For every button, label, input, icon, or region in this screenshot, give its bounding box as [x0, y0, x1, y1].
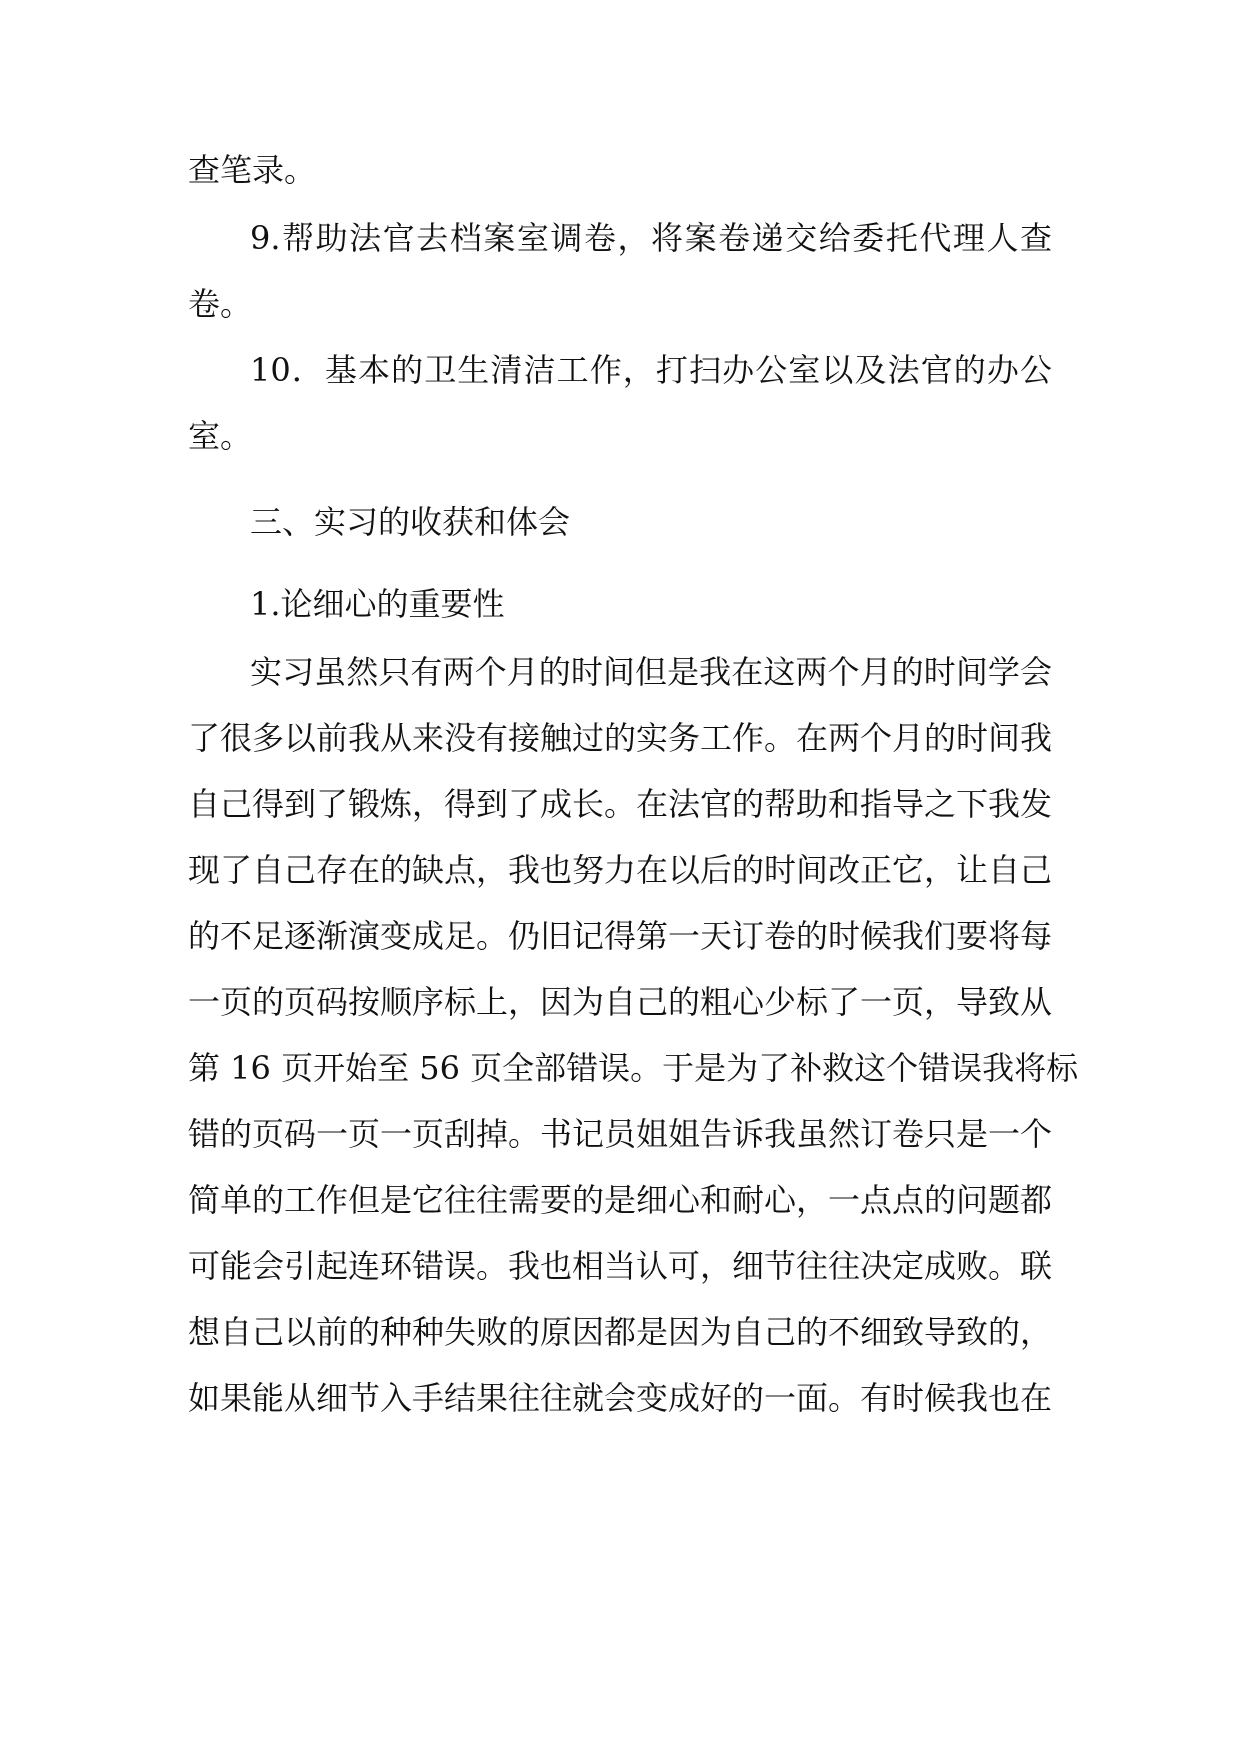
text-line: 现了自己存在的缺点，我也努力在以后的时间改正它，让自己: [188, 851, 1053, 889]
text-line: 第 16 页开始至 56 页全部错误。于是为了补救这个错误我将标: [188, 1049, 1079, 1087]
text-line: 了很多以前我从来没有接触过的实务工作。在两个月的时间我: [188, 719, 1053, 757]
subsection-heading: 1.论细心的重要性: [250, 585, 505, 623]
text-line: 实习虽然只有两个月的时间但是我在这两个月的时间学会: [250, 653, 1052, 691]
text-line: 如果能从细节入手结果往往就会变成好的一面。有时候我也在: [188, 1379, 1053, 1417]
text-line: 卷。: [188, 285, 253, 323]
text-line: 简单的工作但是它往往需要的是细心和耐心，一点点的问题都: [188, 1181, 1053, 1219]
text-line: 自己得到了锻炼，得到了成长。在法官的帮助和指导之下我发: [188, 785, 1053, 823]
text-line: 9.帮助法官去档案室调卷，将案卷递交给委托代理人查: [250, 219, 1052, 257]
text-line: 的不足逐渐演变成足。仍旧记得第一天订卷的时候我们要将每: [188, 917, 1053, 955]
section-heading: 三、实习的收获和体会: [250, 503, 571, 541]
text-line: 查笔录。: [188, 151, 317, 189]
text-line: 一页的页码按顺序标上，因为自己的粗心少标了一页，导致从: [188, 983, 1053, 1021]
text-line: 室。: [188, 417, 253, 455]
text-line: 可能会引起连环错误。我也相当认可，细节往往决定成败。联: [188, 1247, 1053, 1285]
text-line: 想自己以前的种种失败的原因都是因为自己的不细致导致的，: [188, 1313, 1053, 1351]
text-line: 10．基本的卫生清洁工作，打扫办公室以及法官的办公: [250, 351, 1052, 389]
text-line: 错的页码一页一页刮掉。书记员姐姐告诉我虽然订卷只是一个: [188, 1115, 1053, 1153]
